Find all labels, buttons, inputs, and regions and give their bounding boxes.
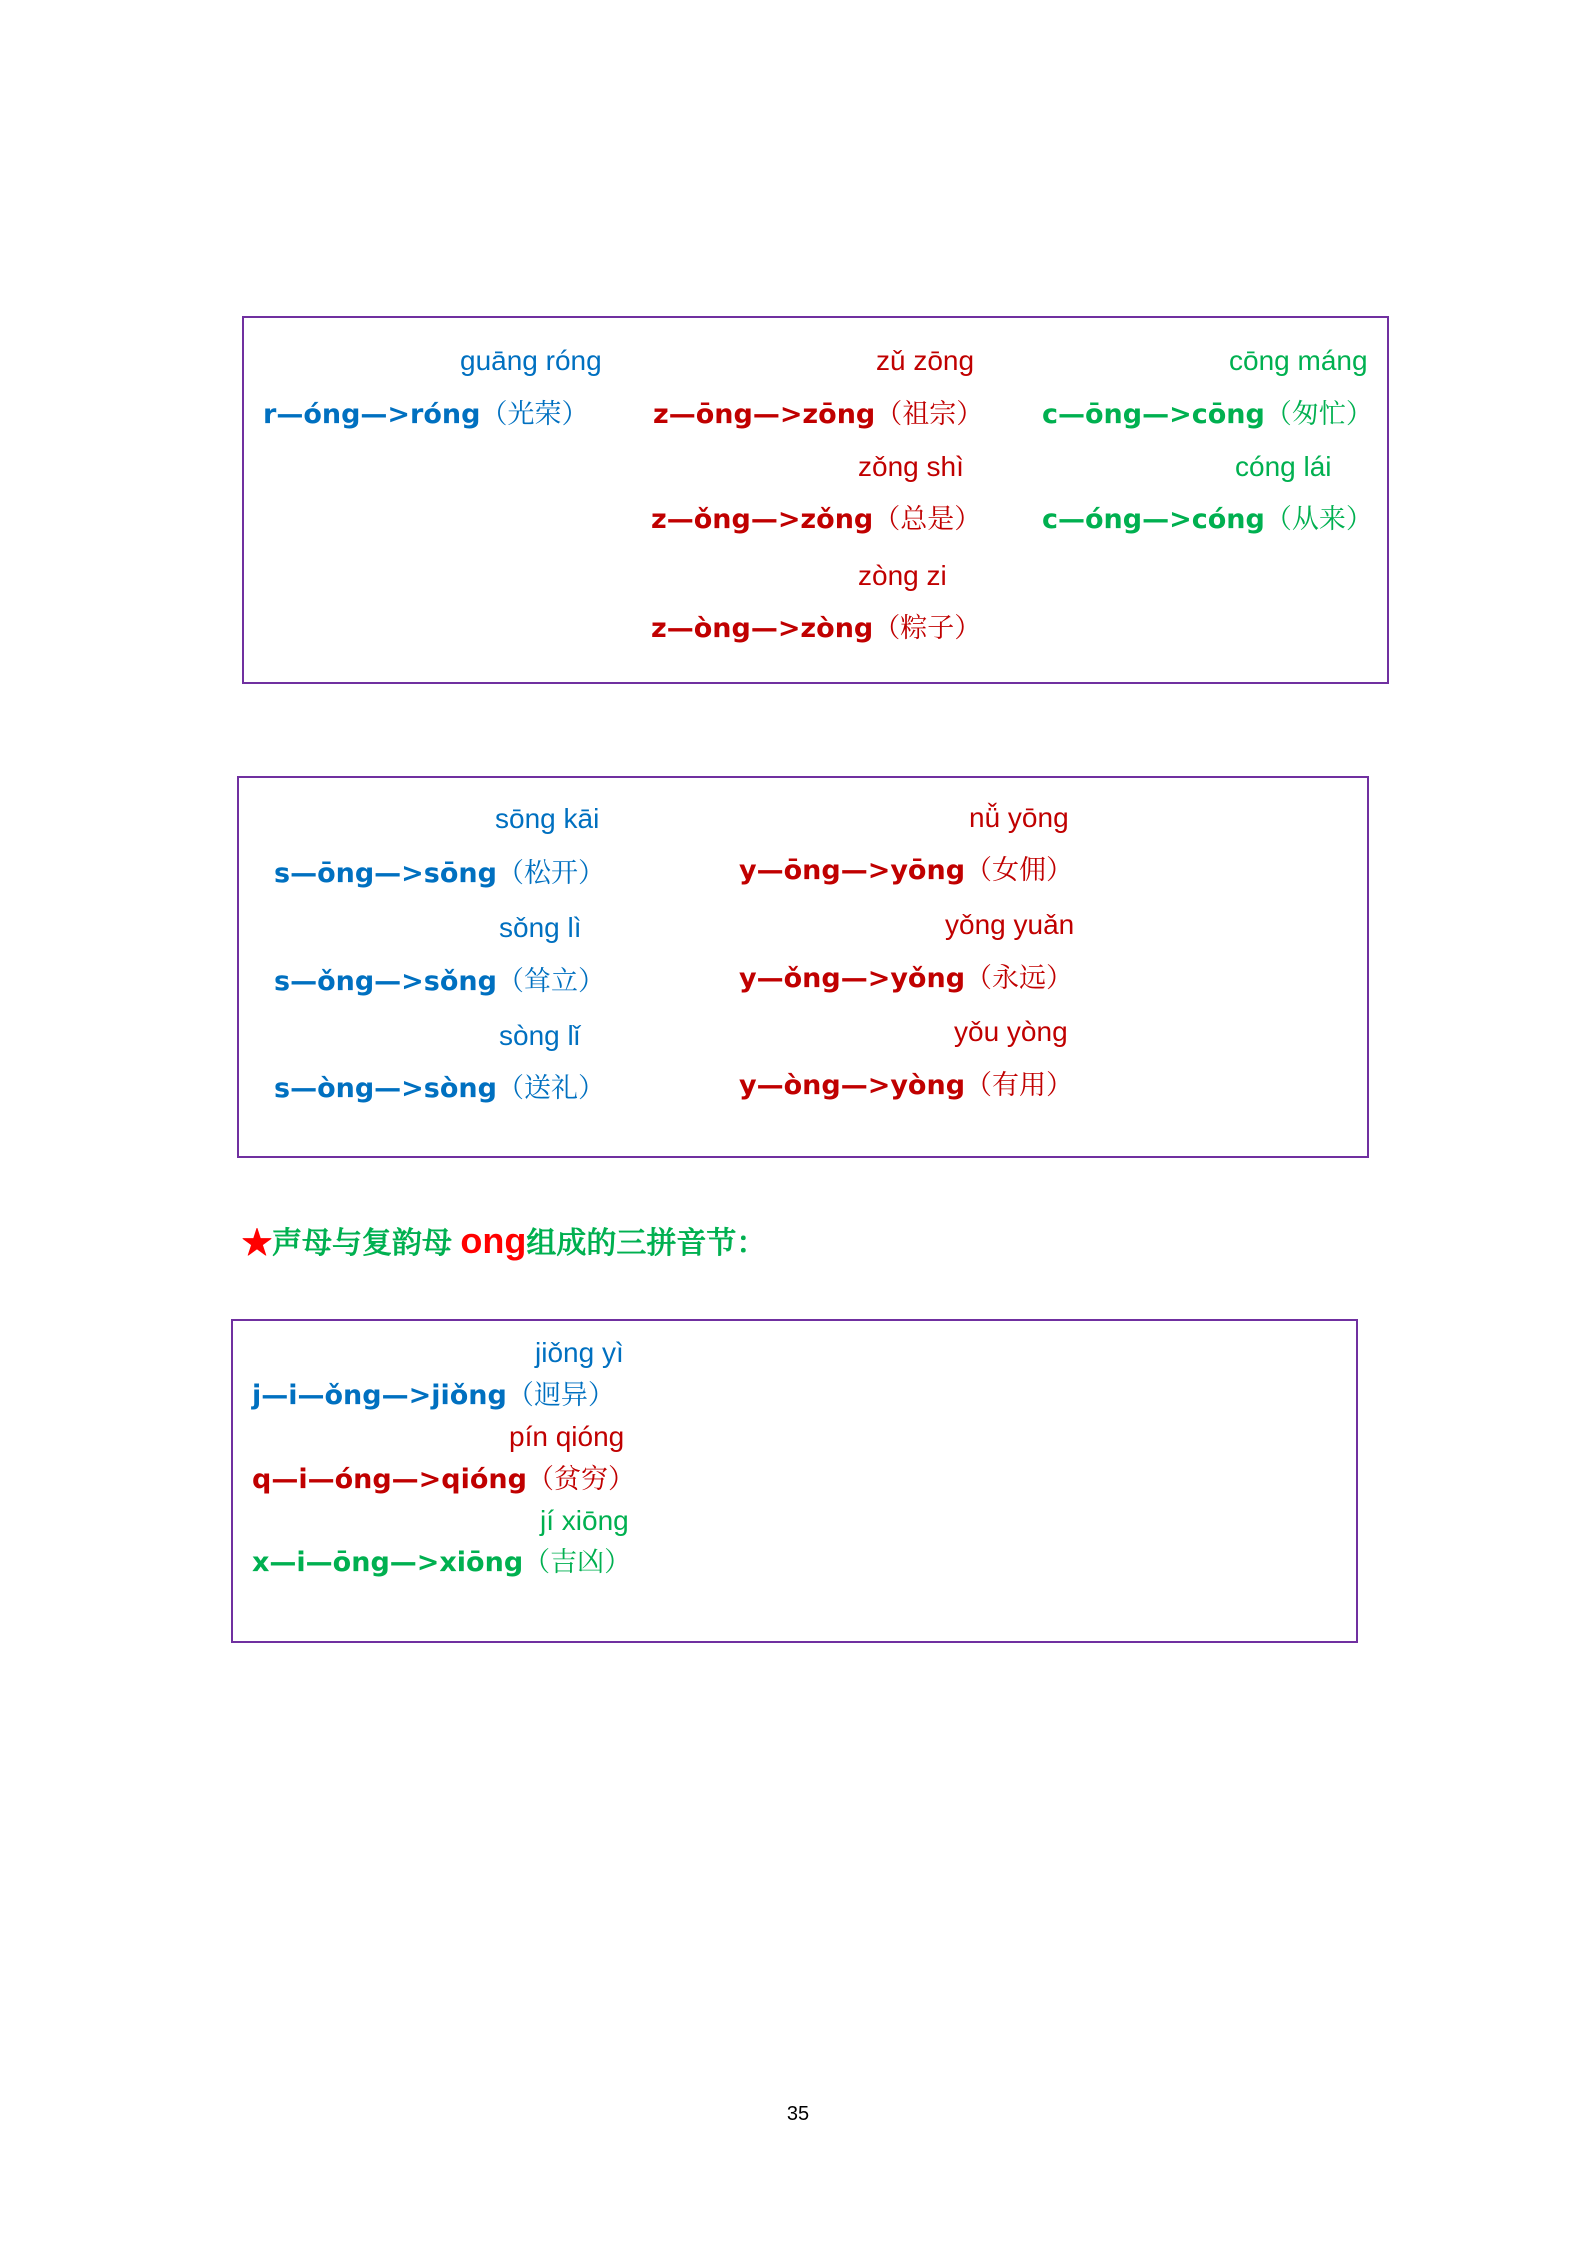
pinyin-label: zǔ zōng — [876, 345, 975, 376]
section-heading — [242, 1219, 766, 1266]
formula-text: q—i—óng—>qióng — [252, 1464, 527, 1495]
formula-text: r—óng—>róng — [263, 399, 481, 430]
word-text: （从来） — [1264, 504, 1373, 535]
pinyin-label: cōng máng — [1229, 345, 1368, 376]
spelling-formula — [263, 394, 588, 435]
spelling-formula — [252, 1375, 615, 1416]
formula-text: y—ǒng—>yǒng — [739, 963, 966, 994]
word-text: （光荣） — [480, 399, 589, 430]
heading-text-part2: 组成的三拼音节： — [526, 1227, 767, 1260]
spelling-formula — [653, 394, 983, 435]
word-text: （松开） — [496, 858, 605, 889]
spelling-formula — [1042, 394, 1373, 435]
heading-ong-highlight: ong — [460, 1220, 527, 1261]
pinyin-label: jí xiōng — [540, 1505, 629, 1536]
formula-text: z—ōng—>zōng — [653, 399, 876, 430]
word-text: （耸立） — [496, 966, 605, 997]
formula-text: j—i—ǒng—>jiǒng — [252, 1380, 507, 1411]
spelling-formula — [274, 961, 605, 1002]
word-text: （总是） — [873, 504, 982, 535]
spelling-formula — [739, 850, 1073, 891]
spelling-formula — [739, 958, 1073, 999]
formula-text: c—óng—>cóng — [1042, 504, 1265, 535]
spelling-formula — [252, 1459, 635, 1500]
pinyin-label: zǒng shì — [858, 451, 964, 482]
spelling-formula — [274, 1068, 605, 1109]
pinyin-label: jiǒng yì — [535, 1337, 624, 1368]
formula-text: y—òng—>yòng — [739, 1070, 966, 1101]
spelling-formula — [651, 608, 981, 649]
word-text: （有用） — [965, 1070, 1074, 1101]
formula-text: z—òng—>zòng — [651, 613, 874, 644]
heading-text-part1: 声母与复韵母 — [272, 1227, 461, 1260]
pinyin-label: pín qióng — [509, 1421, 625, 1452]
pinyin-label: nǚ yōng — [969, 802, 1069, 833]
word-text: （匆忙） — [1264, 399, 1373, 430]
star-icon: ★ — [242, 1227, 272, 1260]
pinyin-label: zòng zi — [858, 560, 947, 591]
word-text: （永远） — [965, 963, 1074, 994]
pinyin-label: guāng róng — [460, 345, 602, 376]
formula-text: x—i—ōng—>xiōng — [252, 1547, 524, 1578]
pinyin-label: sòng lǐ — [499, 1020, 580, 1051]
pinyin-label: yǒng yuǎn — [945, 909, 1075, 940]
spelling-formula — [252, 1542, 631, 1583]
spelling-formula — [274, 853, 605, 894]
word-text: （祖宗） — [875, 399, 984, 430]
formula-text: s—ōng—>sōng — [274, 858, 497, 889]
word-text: （吉凶） — [523, 1547, 632, 1578]
pinyin-label: sǒng lì — [499, 912, 582, 943]
spelling-formula — [739, 1065, 1073, 1106]
word-text: （送礼） — [496, 1073, 605, 1104]
pinyin-label: cóng lái — [1235, 451, 1332, 482]
word-text: （迥异） — [506, 1380, 615, 1411]
formula-text: z—ǒng—>zǒng — [651, 504, 874, 535]
pinyin-label: yǒu yòng — [954, 1016, 1068, 1047]
spelling-formula — [1042, 499, 1373, 540]
formula-text: s—ǒng—>sǒng — [274, 966, 497, 997]
pinyin-label: sōng kāi — [495, 803, 600, 834]
formula-text: c—ōng—>cōng — [1042, 399, 1265, 430]
spelling-formula — [651, 499, 981, 540]
formula-text: s—òng—>sòng — [274, 1073, 497, 1104]
word-text: （女佣） — [965, 855, 1074, 886]
formula-text: y—ōng—>yōng — [739, 855, 966, 886]
word-text: （粽子） — [873, 613, 982, 644]
word-text: （贫穷） — [526, 1464, 635, 1495]
page-number: 35 — [786, 2103, 810, 2125]
